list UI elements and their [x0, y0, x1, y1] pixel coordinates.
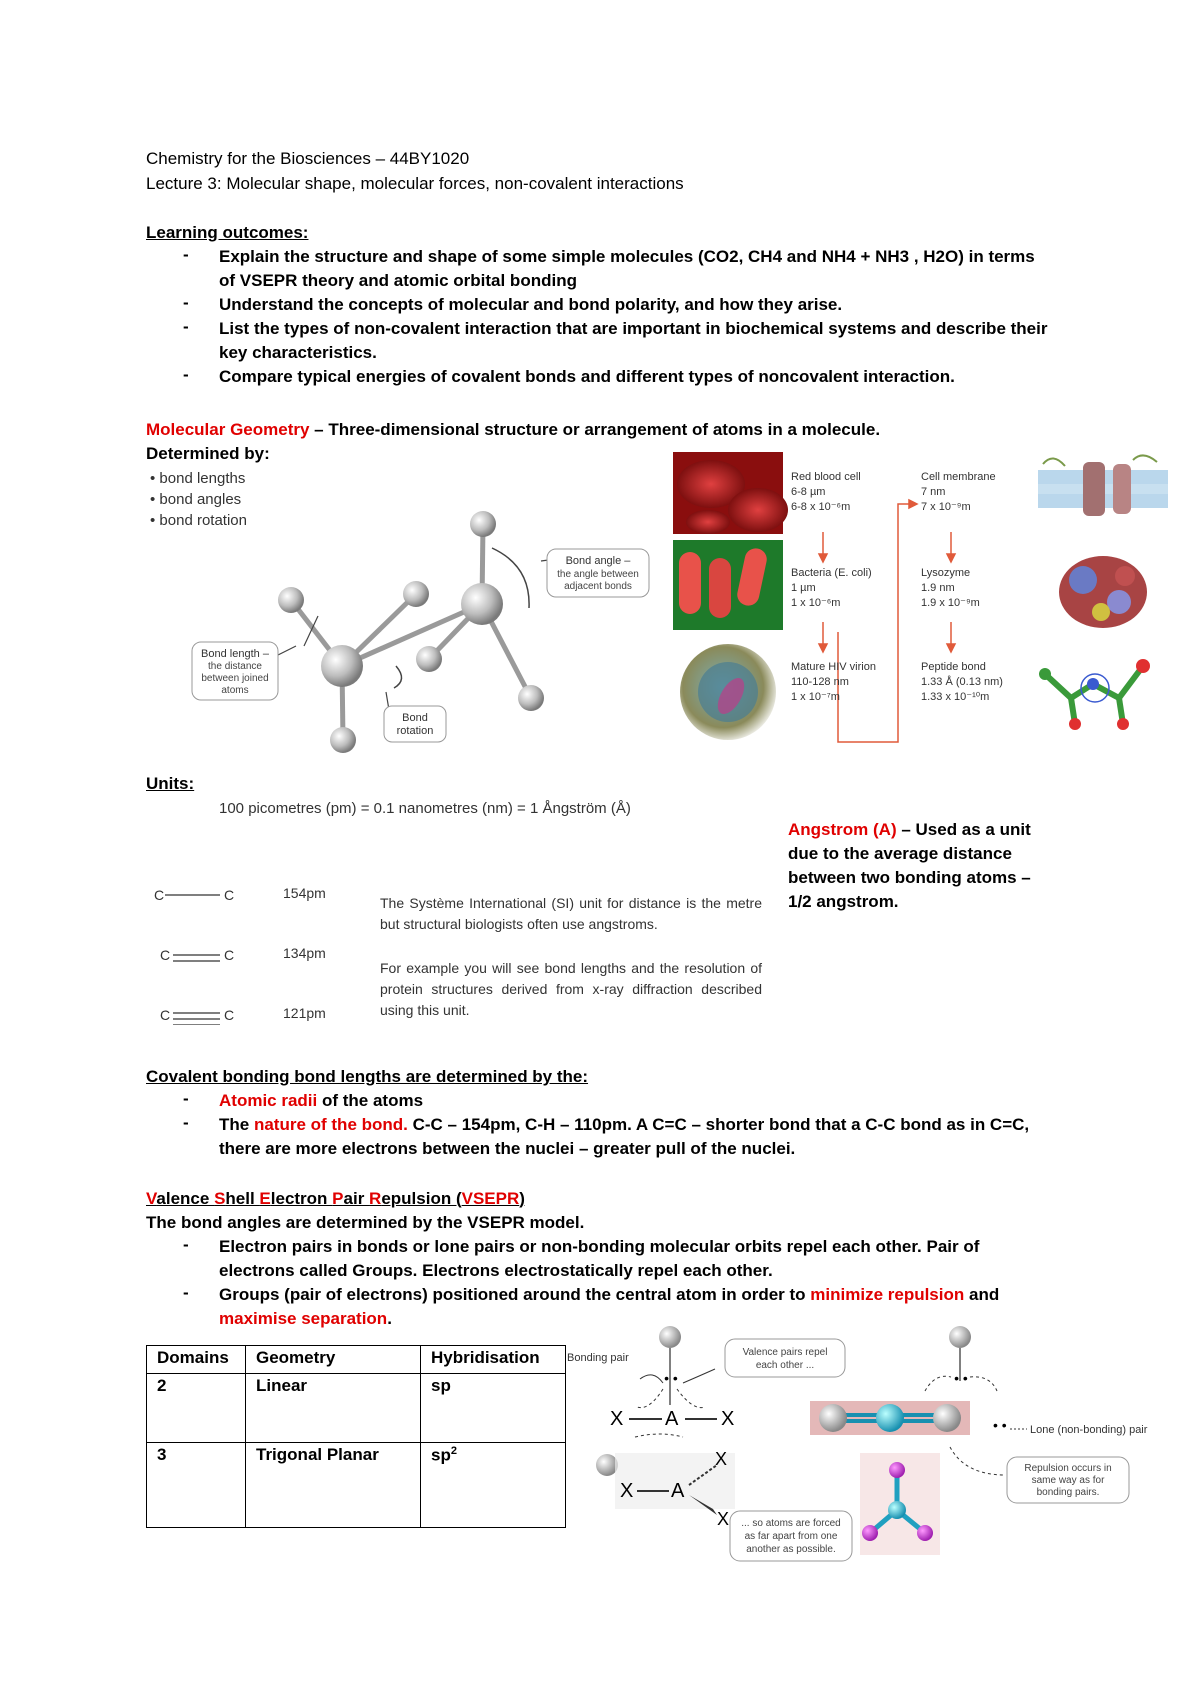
units-heading: Units:	[146, 774, 195, 793]
outcome-item-line: of VSEPR theory and atomic orbital bonding	[219, 271, 577, 290]
linear-a: A	[665, 1408, 679, 1430]
unit-conversion: 100 picometres (pm) = 0.1 nanometres (nm) = 1 Ångström (Å)	[219, 800, 631, 817]
forced-apart-2: as far apart from one	[744, 1531, 838, 1542]
outcome-item-line: List the types of non-covalent interaction that are important in biochemical systems and describe their	[219, 319, 1048, 338]
trigonal-a: A	[671, 1480, 685, 1502]
geometry-definition	[146, 418, 880, 441]
linear-molecule-model	[819, 1404, 961, 1432]
cell-domains: 3	[147, 1443, 246, 1528]
minimize-repulsion: minimize repulsion	[810, 1285, 965, 1304]
valence-repel-1: Valence pairs repel	[742, 1347, 828, 1358]
svg-text:• •: • •	[993, 1417, 1007, 1433]
vsepr-item-2-and: and	[964, 1285, 1000, 1304]
bond-single-right: C	[224, 887, 235, 903]
lecture-title: Lecture 3: Molecular shape, molecular forces, non-covalent interactions	[146, 174, 684, 193]
vsepr-heading-part: air	[343, 1189, 370, 1208]
bond-angle-desc-1: the angle between	[557, 569, 639, 580]
header-geometry: Geometry	[246, 1346, 421, 1374]
vsepr-heading-part: epulsion (	[381, 1189, 462, 1208]
hybridisation-superscript: 2	[450, 1445, 457, 1457]
outcome-item-line: Compare typical energies of covalent bonds and different types of noncovalent interaction.	[219, 367, 955, 386]
bond-triple-length: 121pm	[283, 1005, 326, 1021]
vsepr-intro: The bond angles are determined by the VSEPR model.	[146, 1213, 585, 1232]
bond-length-desc-3: atoms	[221, 685, 249, 696]
outcome-item-line: Understand the concepts of molecular and bond polarity, and how they arise.	[219, 295, 843, 314]
vsepr-graphic	[565, 1325, 1170, 1575]
cell-domains: 2	[147, 1374, 246, 1443]
course-title: Chemistry for the Biosciences – 44BY1020	[146, 149, 470, 168]
trigonal-x2: X	[715, 1449, 728, 1469]
angstrom-line-1	[788, 818, 1031, 841]
bullet-bond-angles: • bond angles	[150, 491, 242, 508]
bond-single-length: 154pm	[283, 885, 326, 901]
vsepr-dash-2: -	[183, 1283, 189, 1302]
table-header-row	[147, 1346, 566, 1374]
angstrom-line-1-text: – Used as a unit	[896, 820, 1031, 839]
svg-text:• •: • •	[954, 1370, 968, 1386]
cell-hybridisation	[421, 1443, 566, 1528]
valence-repel-2: each other ...	[755, 1360, 815, 1371]
covalent-item-2-line-2: there are more electrons between the nuclei – greater pull of the nuclei.	[219, 1139, 796, 1158]
carbon-bond-lengths	[150, 885, 380, 1025]
ball-and-stick-model	[146, 466, 666, 766]
repulsion-1: Repulsion occurs in	[1024, 1463, 1112, 1474]
hybridisation-base: sp	[431, 1445, 451, 1465]
bond-double-left: C	[160, 947, 171, 963]
covalent-dash-2: -	[183, 1113, 189, 1132]
covalent-item-1	[219, 1089, 423, 1112]
header-hybridisation: Hybridisation	[421, 1346, 566, 1374]
si-unit-note: The Système International (SI) unit for distance is the metre but structural biologists often use angstroms.	[380, 895, 762, 932]
vsepr-heading-part: P	[332, 1189, 344, 1208]
angstrom-line-2: due to the average distance	[788, 844, 1012, 863]
bullet-bond-lengths: • bond lengths	[150, 470, 246, 487]
rbc-size: 6-8 µm	[791, 486, 826, 498]
bond-rotation-label-1: Bond	[402, 712, 428, 724]
vsepr-heading-part: R	[369, 1189, 382, 1208]
bond-angle-desc-2: adjacent bonds	[564, 581, 632, 592]
cell-geometry: Trigonal Planar	[246, 1443, 421, 1528]
vsepr-heading-part: VSEPR	[461, 1189, 520, 1208]
table-row	[147, 1374, 566, 1443]
bond-length-desc-2: between joined	[201, 673, 269, 684]
outcome-dash: -	[183, 293, 189, 312]
hiv-name: Mature HIV virion	[791, 661, 876, 673]
table-row	[147, 1443, 566, 1528]
lysozyme-name: Lysozyme	[921, 567, 971, 579]
bond-rotation-label-2: rotation	[396, 725, 434, 737]
bonding-pair-label: Bonding pair	[567, 1352, 629, 1364]
vsepr-heading-part: S	[214, 1189, 226, 1208]
vsepr-item-1-line-2: electrons called Groups. Electrons electrostatically repel each other.	[219, 1261, 773, 1280]
angstrom-line-3: between two bonding atoms –	[788, 868, 1031, 887]
cell-hybridisation: sp	[421, 1374, 566, 1443]
bond-angle-label: Bond angle –	[565, 555, 631, 567]
linear-x2: X	[721, 1408, 735, 1430]
bullet-bond-rotation: • bond rotation	[150, 512, 247, 529]
header-domains: Domains	[147, 1346, 246, 1374]
peptide-name: Peptide bond	[921, 661, 986, 673]
molecular-geometry-diagram	[146, 466, 666, 766]
outcome-dash: -	[183, 365, 189, 384]
vsepr-item-2-end: .	[387, 1309, 392, 1328]
domains-table	[146, 1345, 566, 1528]
membrane-name: Cell membrane	[921, 471, 996, 483]
angstrom-term: Angstrom (A)	[788, 820, 897, 839]
vsepr-item-2-line-2	[219, 1307, 392, 1330]
outcome-dash: -	[183, 245, 189, 264]
bond-triple-left: C	[160, 1007, 171, 1023]
angstrom-line-4: 1/2 angstrom.	[788, 892, 899, 911]
vsepr-dash-1: -	[183, 1235, 189, 1254]
covalent-item-1-text: of the atoms	[317, 1091, 424, 1110]
vsepr-heading-part: alence	[156, 1189, 215, 1208]
lysozyme-image	[1059, 556, 1147, 628]
hiv-virion-image	[680, 644, 776, 740]
biological-scale-figure	[673, 452, 1173, 752]
trigonal-x3: X	[717, 1509, 730, 1529]
outcome-item-line: Explain the structure and shape of some simple molecules (CO2, CH4 and NH4 + NH3 , H2O) in terms	[219, 247, 1035, 266]
vsepr-item-2	[219, 1283, 999, 1306]
vsepr-item-2-pre: Groups (pair of electrons) positioned around the central atom in order to	[219, 1285, 811, 1304]
example-unit-note: For example you will see bond lengths and the resolution of protein structures derived from x-ray diffraction described using this unit.	[380, 960, 762, 1018]
cell-membrane-image	[1038, 455, 1168, 516]
bond-double-length: 134pm	[283, 945, 326, 961]
biological-scale-graphic	[673, 452, 1173, 752]
hiv-sci: 1 x 10⁻⁷m	[791, 691, 840, 703]
determined-by-label: Determined by:	[146, 444, 270, 463]
repulsion-2: same way as for	[1031, 1475, 1105, 1486]
nature-of-bond: nature of the bond.	[253, 1115, 408, 1134]
bond-double-right: C	[224, 947, 235, 963]
covalent-heading: Covalent bonding bond lengths are determined by the:	[146, 1067, 589, 1086]
vsepr-item-1-line-1: Electron pairs in bonds or lone pairs or non-bonding molecular orbits repel each other. Pair of	[219, 1237, 980, 1256]
lysozyme-sci: 1.9 x 10⁻⁹m	[921, 597, 980, 609]
geometry-definition-text: – Three-dimensional structure or arrangement of atoms in a molecule.	[309, 420, 881, 439]
lysozyme-size: 1.9 nm	[921, 582, 955, 594]
forced-apart-1: ... so atoms are forced	[741, 1518, 841, 1529]
peptide-bond-image	[1039, 659, 1150, 730]
bacteria-size: 1 µm	[791, 582, 816, 594]
lone-pair-label: Lone (non-bonding) pair	[1030, 1424, 1148, 1436]
vsepr-heading	[146, 1187, 525, 1210]
repulsion-3: bonding pairs.	[1036, 1487, 1100, 1498]
bacteria-name: Bacteria (E. coli)	[791, 567, 872, 579]
covalent-item-2	[219, 1113, 1029, 1136]
membrane-sci: 7 x 10⁻⁹m	[921, 501, 971, 513]
bond-length-label: Bond length –	[201, 648, 269, 660]
geometry-term: Molecular Geometry	[146, 420, 310, 439]
peptide-sci: 1.33 x 10⁻¹⁰m	[921, 691, 990, 703]
peptide-size: 1.33 Å (0.13 nm)	[921, 676, 1003, 688]
covalent-item-2-text: C-C – 154pm, C-H – 110pm. A C=C – shorter bond that a C-C bond as in C=C,	[407, 1115, 1030, 1134]
outcome-item-line: key characteristics.	[219, 343, 377, 362]
vsepr-heading-part: hell	[225, 1189, 260, 1208]
vsepr-heading-part: )	[519, 1189, 525, 1208]
maximise-separation: maximise separation	[219, 1309, 388, 1328]
bond-length-desc-1: the distance	[208, 661, 262, 672]
cell-geometry: Linear	[246, 1374, 421, 1443]
bond-single-left: C	[154, 887, 165, 903]
rbc-name: Red blood cell	[791, 471, 861, 483]
outcomes-heading: Learning outcomes:	[146, 223, 309, 242]
rbc-sci: 6-8 x 10⁻⁶m	[791, 501, 851, 513]
trigonal-x1: X	[620, 1480, 634, 1502]
covalent-item-2-pre: The	[219, 1115, 254, 1134]
hiv-size: 110-128 nm	[791, 676, 849, 688]
vsepr-figure	[565, 1325, 1170, 1575]
vsepr-heading-part: E	[259, 1189, 271, 1208]
vsepr-heading-part: lectron	[270, 1189, 333, 1208]
svg-text:• •: • •	[664, 1370, 678, 1386]
bacteria-sci: 1 x 10⁻⁶m	[791, 597, 841, 609]
forced-apart-3: another as possible.	[746, 1544, 836, 1555]
membrane-size: 7 nm	[921, 486, 946, 498]
carbon-bonds-graphic	[150, 885, 380, 1025]
bond-triple-right: C	[224, 1007, 235, 1023]
vsepr-heading-part: V	[146, 1189, 157, 1208]
atomic-radii: Atomic radii	[219, 1091, 318, 1110]
covalent-dash-1: -	[183, 1089, 189, 1108]
outcome-dash: -	[183, 317, 189, 336]
linear-x1: X	[610, 1408, 624, 1430]
